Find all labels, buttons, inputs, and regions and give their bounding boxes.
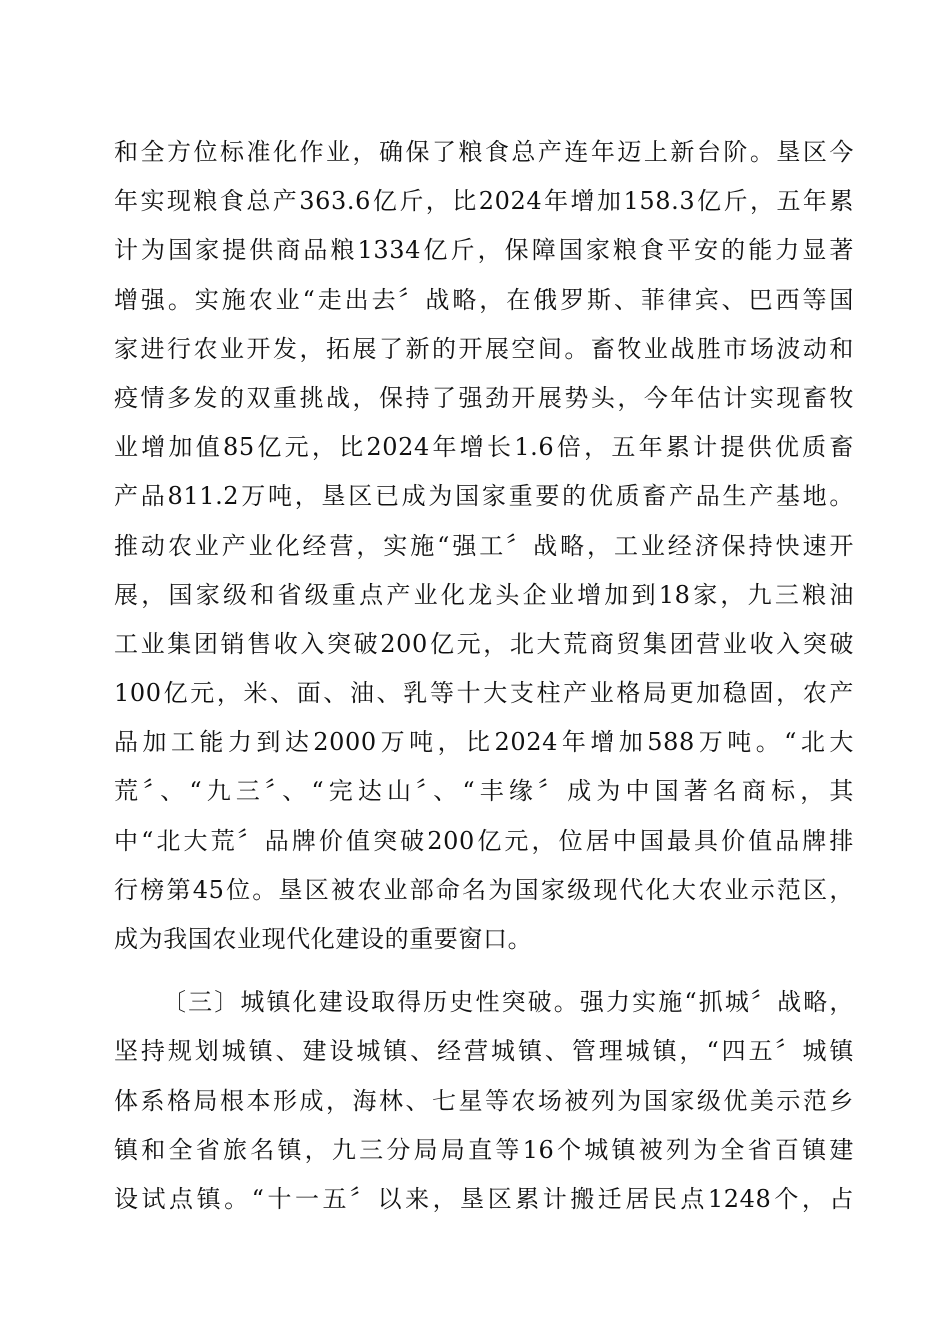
text-line: 和全方位标准化作业，确保了粮食总产连年迈上新台阶。垦区今 bbox=[114, 138, 854, 166]
text-line: 家进行农业开发，拓展了新的开展空间。畜牧业战胜市场波动和 bbox=[114, 334, 854, 363]
text-line: 计为国家提供商品粮1334亿斤，保障国家粮食平安的能力显著 bbox=[114, 236, 854, 265]
text-line: 展，国家级和省级重点产业化龙头企业增加到18家，九三粮油 bbox=[114, 580, 854, 609]
text-line: 业增加值85亿元，比2024年增长1.6倍，五年累计提供优质畜 bbox=[114, 433, 854, 462]
text-line: 产品811.2万吨，垦区已成为国家重要的优质畜产品生产基地。 bbox=[114, 482, 854, 511]
text-line: 坚持规划城镇、建设城镇、经营城镇、管理城镇，“四五〞城镇 bbox=[114, 1037, 854, 1066]
text-line: 年实现粮食总产363.6亿斤，比2024年增加158.3亿斤，五年累 bbox=[114, 187, 854, 216]
text-line: 体系格局根本形成，海林、七星等农场被列为国家级优美示范乡 bbox=[114, 1086, 854, 1115]
text-line: 行榜第45位。垦区被农业部命名为国家级现代化大农业示范区， bbox=[114, 875, 854, 904]
text-line: 100亿元，米、面、油、乳等十大支柱产业格局更加稳固，农产 bbox=[114, 679, 854, 708]
text-line: 疫情多发的双重挑战，保持了强劲开展势头，今年估计实现畜牧 bbox=[114, 383, 854, 412]
text-line: 推动农业产业化经营，实施“强工〞战略，工业经济保持快速开 bbox=[114, 531, 854, 560]
text-line: 品加工能力到达2000万吨，比2024年增加588万吨。“北大 bbox=[114, 728, 854, 757]
text-line: 镇和全省旅名镇，九三分局局直等16个城镇被列为全省百镇建 bbox=[114, 1135, 854, 1164]
text-line: 成为我国农业现代化建设的重要窗口。 bbox=[114, 925, 533, 953]
text-line: 荒〞、“九三〞、“完达山〞、“丰缘〞成为中国著名商标，其 bbox=[114, 777, 854, 806]
section-heading-line: 〔三〕城镇化建设取得历史性突破。强力实施“抓城〞战略， bbox=[162, 988, 854, 1017]
text-line: 工业集团销售收入突破200亿元，北大荒商贸集团营业收入突破 bbox=[114, 629, 854, 658]
body-text bbox=[114, 128, 854, 1224]
text-line: 设试点镇。“十一五〞以来，垦区累计搬迁居民点1248个，占 bbox=[114, 1184, 854, 1213]
text-line: 增强。实施农业“走出去〞战略，在俄罗斯、菲律宾、巴西等国 bbox=[114, 285, 854, 314]
text-line: 中“北大荒〞品牌价值突破200亿元，位居中国最具价值品牌排 bbox=[114, 826, 854, 855]
